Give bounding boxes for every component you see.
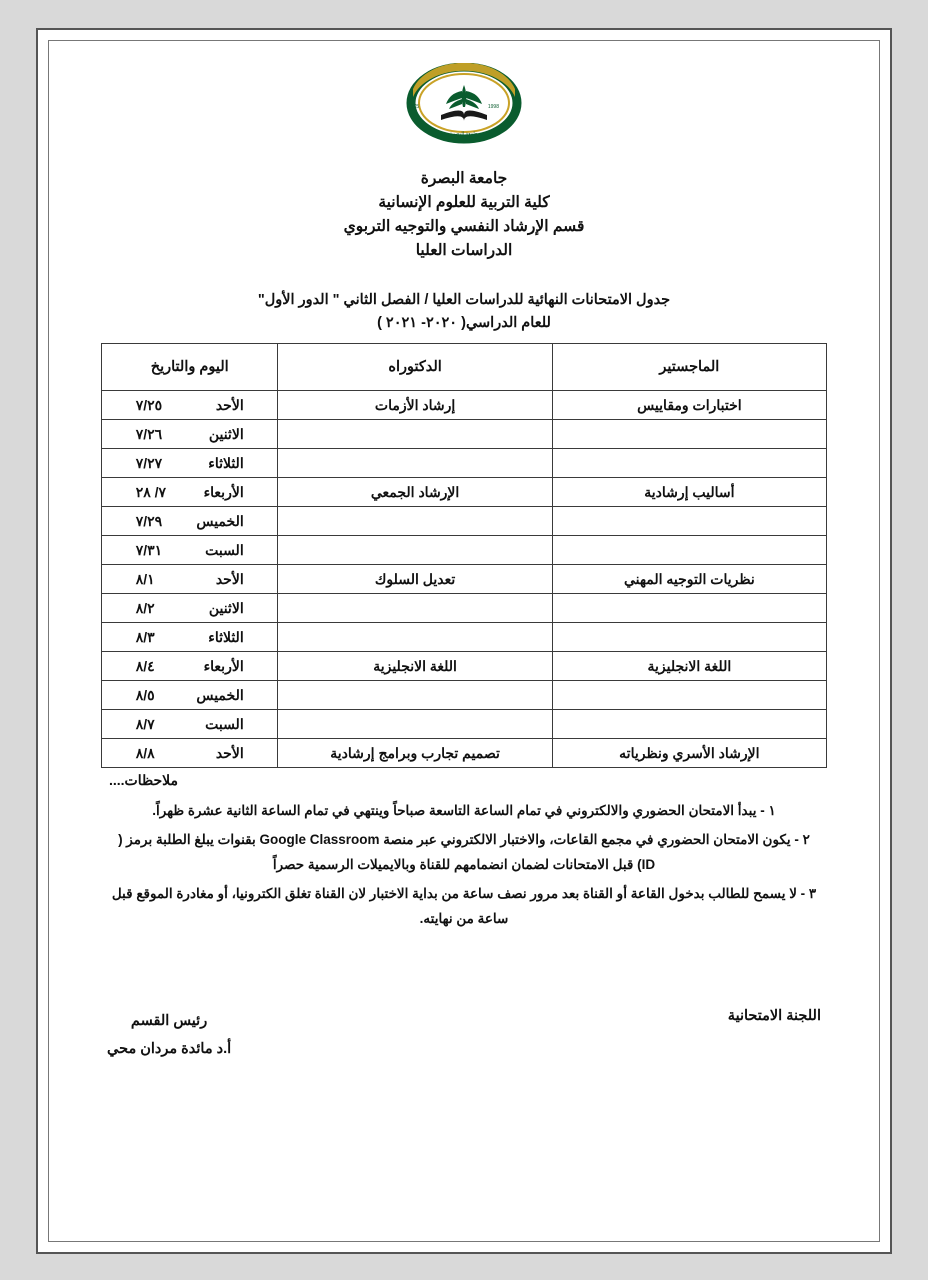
- cell-day-date: [102, 652, 278, 681]
- cell-day: الثلاثاء: [208, 454, 244, 471]
- table-row: [102, 623, 827, 652]
- svg-text:1975: 1975: [407, 104, 419, 110]
- heading-line-3: قسم الإرشاد النفسي والتوجيه التربوي: [343, 218, 585, 236]
- cell-phd: [278, 536, 552, 565]
- cell-day: الأحد: [215, 744, 244, 761]
- cell-day: السبت: [205, 715, 244, 732]
- cell-date: ٨/٥: [135, 686, 155, 703]
- heading-line-1: جامعة البصرة: [420, 170, 508, 187]
- cell-day: السبت: [205, 541, 244, 558]
- paper-sheet-inner-border: [48, 40, 880, 1242]
- cell-phd: [278, 507, 552, 536]
- university-heading: [101, 167, 827, 263]
- cell-day: الخميس: [196, 686, 244, 703]
- cell-masters: [552, 710, 826, 739]
- cell-date: ٨/٤: [135, 657, 155, 674]
- cell-date: ٨/١: [135, 570, 155, 587]
- note-item: ٣ - لا يسمح للطالب بدخول القاعة أو القناة بعد مرور نصف ساعة من بداية الاختبار لان القناة تغلق الكترونيا، أو مغادرة الموقع قبل ساعة من نهايته.: [111, 886, 817, 927]
- cell-phd: اللغة الانجليزية: [278, 652, 552, 681]
- cell-day-date: [102, 710, 278, 739]
- cell-day-date: [102, 594, 278, 623]
- cell-masters: [552, 623, 826, 652]
- cell-masters: [552, 681, 826, 710]
- table-row: [102, 478, 827, 507]
- university-logo-container: [101, 63, 827, 151]
- table-row: [102, 594, 827, 623]
- column-header-day-date: اليوم والتاريخ: [102, 344, 278, 391]
- cell-masters: اللغة الانجليزية: [552, 652, 826, 681]
- cell-date: ٧/٢٥: [135, 396, 163, 413]
- note-item: ٢ - يكون الامتحان الحضوري في مجمع القاعات، والاختبار الالكتروني عبر منصة Google Classroom بقنوات يبلغ الطلبة برمز ( ID) قبل الامتحانات لضمان انضمامهم للقناة وبالايميلات الرسمية حصراً: [118, 832, 810, 873]
- table-row: [102, 507, 827, 536]
- cell-phd: [278, 449, 552, 478]
- title-line-1: جدول الامتحانات النهائية للدراسات العليا / الفصل الثاني " الدور الأول": [257, 292, 671, 309]
- department-head-title: رئيس القسم: [130, 1013, 208, 1030]
- cell-phd: [278, 594, 552, 623]
- cell-day-date: [102, 478, 278, 507]
- cell-masters: [552, 594, 826, 623]
- table-row: [102, 391, 827, 420]
- cell-date: ٨/٧: [135, 715, 155, 732]
- cell-day: الأحد: [215, 570, 244, 587]
- exam-committee-label: اللجنة الامتحانية: [727, 1008, 821, 1025]
- cell-day: الثلاثاء: [208, 628, 244, 645]
- table-row: [102, 420, 827, 449]
- cell-masters: [552, 536, 826, 565]
- cell-date: ٨/٢: [135, 599, 155, 616]
- table-header: [102, 344, 827, 391]
- cell-day-date: [102, 391, 278, 420]
- cell-date: ٧/٢٧: [135, 454, 163, 471]
- cell-masters: اختبارات ومقاييس: [552, 391, 826, 420]
- cell-day-date: [102, 623, 278, 652]
- cell-phd: [278, 710, 552, 739]
- cell-phd: [278, 420, 552, 449]
- cell-phd: الإرشاد الجمعي: [278, 478, 552, 507]
- cell-masters: [552, 507, 826, 536]
- cell-day-date: [102, 420, 278, 449]
- department-head-signature: [107, 1008, 231, 1063]
- table-row: [102, 710, 827, 739]
- title-line-2: للعام الدراسي( ٢٠٢٠- ٢٠٢١ ): [377, 315, 551, 332]
- table-row: [102, 536, 827, 565]
- cell-phd: [278, 681, 552, 710]
- cell-day-date: [102, 507, 278, 536]
- heading-line-2: كلية التربية للعلوم الإنسانية: [378, 194, 550, 212]
- svg-text:1998: 1998: [487, 104, 499, 110]
- table-row: [102, 565, 827, 594]
- table-header-row: [102, 344, 827, 391]
- cell-day: الاثنين: [208, 425, 244, 442]
- cell-phd: تصميم تجارب وبرامج إرشادية: [278, 739, 552, 768]
- svg-text:جامعة البصرة: جامعة البصرة: [450, 131, 478, 137]
- notes-label: ملاحظات....: [109, 772, 178, 789]
- cell-day: الأربعاء: [203, 483, 244, 500]
- heading-line-4: الدراسات العليا: [415, 242, 513, 260]
- cell-day-date: [102, 536, 278, 565]
- cell-date: ٧/٢٩: [135, 512, 163, 529]
- cell-phd: تعديل السلوك: [278, 565, 552, 594]
- cell-day-date: [102, 565, 278, 594]
- cell-masters: أساليب إرشادية: [552, 478, 826, 507]
- cell-day: الأربعاء: [203, 657, 244, 674]
- notes-list: [101, 799, 827, 932]
- cell-phd: إرشاد الأزمات: [278, 391, 552, 420]
- cell-masters: [552, 449, 826, 478]
- exam-schedule-table: [101, 343, 827, 768]
- table-row: [102, 739, 827, 768]
- cell-date: ٧/ ٢٨: [135, 483, 167, 500]
- cell-masters: نظريات التوجيه المهني: [552, 565, 826, 594]
- signature-row: [101, 1008, 827, 1063]
- university-logo: [389, 63, 539, 151]
- table-row: [102, 449, 827, 478]
- column-header-masters: الماجستير: [552, 344, 826, 391]
- cell-masters: الإرشاد الأسري ونظرياته: [552, 739, 826, 768]
- cell-masters: [552, 420, 826, 449]
- cell-phd: [278, 623, 552, 652]
- note-item: ١ - يبدأ الامتحان الحضوري والالكتروني في تمام الساعة التاسعة صباحاً وينتهي في تمام الساعة الثانية عشرة ظهراً.: [152, 803, 776, 819]
- document-title: [101, 289, 827, 335]
- document-content: [49, 41, 879, 1063]
- cell-day-date: [102, 681, 278, 710]
- cell-day: الأحد: [215, 396, 244, 413]
- department-head-name: أ.د مائدة مردان محي: [107, 1040, 232, 1057]
- cell-day-date: [102, 739, 278, 768]
- cell-date: ٨/٨: [135, 744, 155, 761]
- table-body: [102, 391, 827, 768]
- cell-day: الخميس: [196, 512, 244, 529]
- cell-date: ٧/٢٦: [135, 425, 163, 442]
- cell-date: ٧/٣١: [135, 541, 163, 558]
- cell-day: الاثنين: [208, 599, 244, 616]
- column-header-phd: الدكتوراه: [278, 344, 552, 391]
- table-row: [102, 652, 827, 681]
- cell-day-date: [102, 449, 278, 478]
- cell-date: ٨/٣: [135, 628, 155, 645]
- table-row: [102, 681, 827, 710]
- paper-sheet-outer-border: [36, 28, 892, 1254]
